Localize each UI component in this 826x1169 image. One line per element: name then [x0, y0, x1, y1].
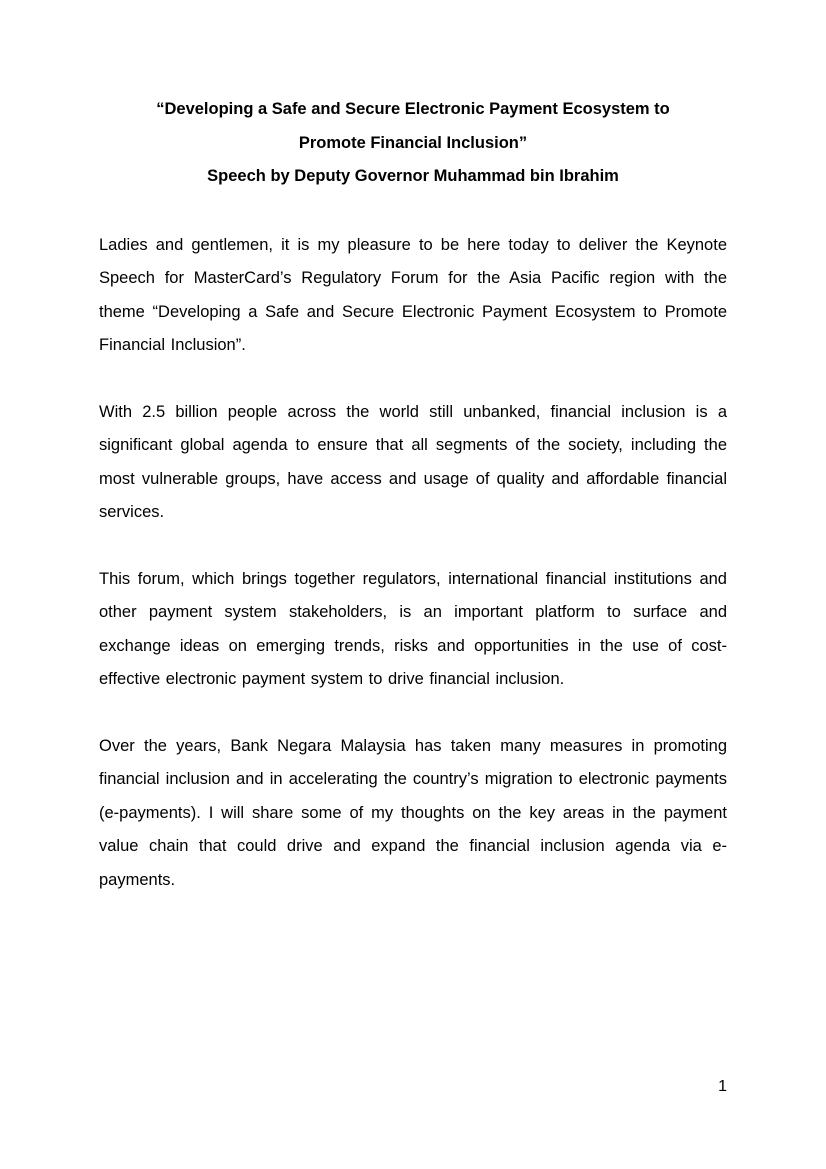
document-body	[99, 229, 727, 898]
page-number: 1	[718, 1078, 727, 1095]
title-line-1: “Developing a Safe and Secure Electronic Payment Ecosystem to	[156, 100, 670, 118]
paragraph-2: With 2.5 billion people across the world still unbanked, financial inclusion is a significant global agenda to ensure that all segments of the society, including the most vulnerable groups, have access and usage of quality and affordable financial services.	[99, 402, 727, 521]
document-title	[99, 93, 727, 194]
title-line-3: Speech by Deputy Governor Muhammad bin Ibrahim	[207, 167, 619, 185]
title-line-2: Promote Financial Inclusion”	[298, 133, 528, 152]
paragraph-4: Over the years, Bank Negara Malaysia has taken many measures in promoting financial inclusion and in accelerating the country’s migration to electronic payments (e-payments). I will share some of my thoughts on the key areas in the payment value chain that could drive and expand the financial inclusion agenda via e-payments.	[99, 736, 727, 889]
paragraph-3: This forum, which brings together regulators, international financial institutions and other payment system stakeholders, is an important platform to surface and exchange ideas on emerging trends, risks and opportunities in the use of cost-effective electronic payment system to drive financial inclusion.	[99, 569, 727, 688]
paragraph-1: Ladies and gentlemen, it is my pleasure to be here today to deliver the Keynote Speech for MasterCard’s Regulatory Forum for the Asia Pacific region with the theme “Developing a Safe and Secure Electronic Payment Ecosystem to Promote Financial Inclusion”.	[99, 235, 727, 354]
